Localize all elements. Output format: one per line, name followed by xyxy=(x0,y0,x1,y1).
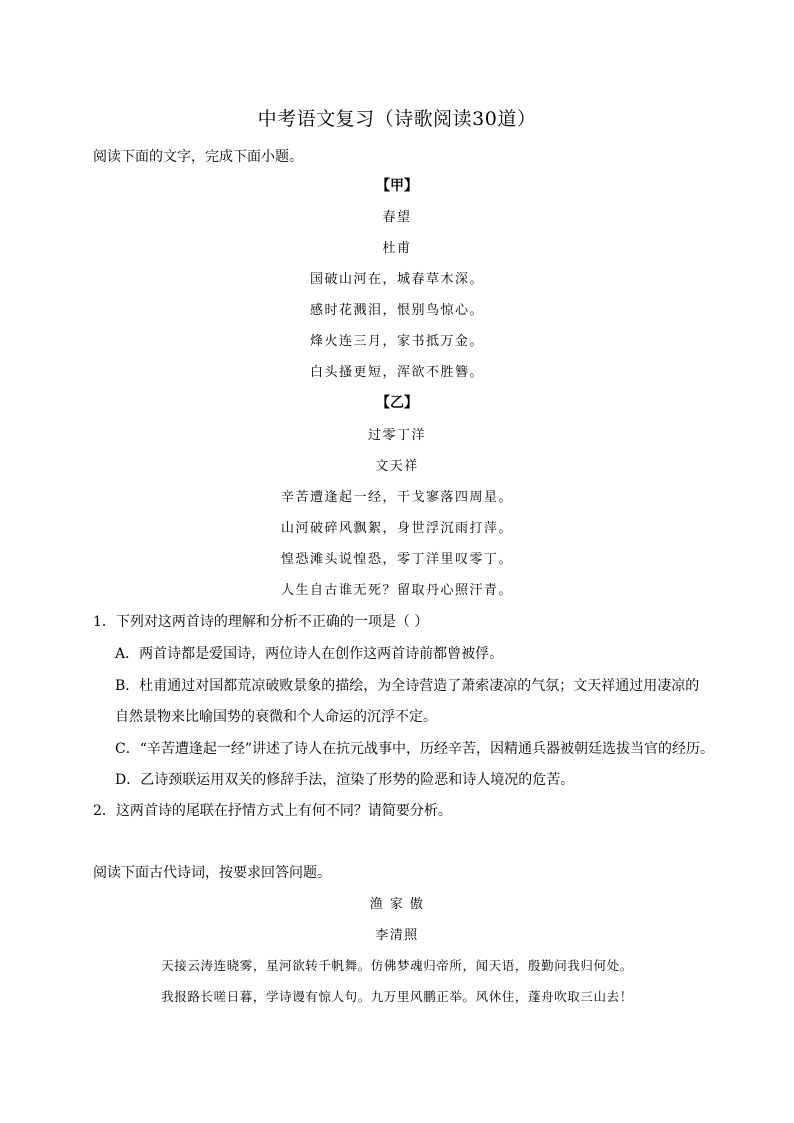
poem-a-line-4: 白头搔更短，浑欲不胜簪。 xyxy=(309,365,484,380)
poem-c-title: 渔 家 傲 xyxy=(369,897,425,912)
poem-b-line-3: 惶恐滩头说惶恐，零丁洋里叹零丁。 xyxy=(280,552,513,567)
option-d: D．乙诗颈联运用双关的修辞手法，渲染了形势的险恶和诗人境况的危苦。 xyxy=(115,772,575,788)
poem-b-line-1: 辛苦遭逢起一经，干戈寥落四周星。 xyxy=(280,490,513,505)
poem-b-title: 过零丁洋 xyxy=(367,428,426,443)
instruction-2: 阅读下面古代诗词，按要求回答问题。 xyxy=(93,865,331,881)
question-1-stem: 1．下列对这两首诗的理解和分析不正确的一项是（ ） xyxy=(93,614,429,630)
poem-c-author: 李清照 xyxy=(375,928,419,943)
poem-b-line-4: 人生自古谁无死？留取丹心照汗青。 xyxy=(280,583,513,598)
poem-a-author: 杜甫 xyxy=(382,241,412,256)
poem-a-line-1: 国破山河在，城春草木深。 xyxy=(309,272,484,287)
option-b-line-2: 自然景物来比喻国势的衰微和个人命运的沉浮不定。 xyxy=(115,709,437,725)
poem-c-line-1: 天接云涛连晓雾，星河欲转千帆舞。仿佛梦魂归帝所，闻天语，殷勤问我归何处。 xyxy=(161,958,633,973)
option-a: A．两首诗都是爱国诗，两位诗人在创作这两首诗前都曾被俘。 xyxy=(115,646,504,662)
poem-a-label: 【甲】 xyxy=(376,178,418,194)
poem-a-line-2: 感时花溅泪，恨别鸟惊心。 xyxy=(309,303,484,318)
poem-b-line-2: 山河破碎风飘絮，身世浮沉雨打萍。 xyxy=(280,521,513,536)
poem-a-line-3: 烽火连三月，家书抵万金。 xyxy=(309,334,484,349)
poem-a-title: 春望 xyxy=(382,210,412,225)
poem-b-label: 【乙】 xyxy=(376,395,418,411)
question-2-stem: 2．这两首诗的尾联在抒情方式上有何不同？请简要分析。 xyxy=(93,803,452,819)
option-c: C．“辛苦遭逢起一经”讲述了诗人在抗元战事中，历经辛苦，因精通兵器被朝廷选拔当官的经历。 xyxy=(115,741,715,757)
page-title: 中考语文复习（诗歌阅读30道） xyxy=(257,108,537,130)
instruction-1: 阅读下面的文字，完成下面小题。 xyxy=(93,149,303,165)
option-b-line-1: B．杜甫通过对国都荒凉破败景象的描绘，为全诗营造了萧索凄凉的气氛；文天祥通过用凄凉的 xyxy=(115,678,700,694)
poem-c-line-2: 我报路长嗟日暮，学诗谩有惊人句。九万里风鹏正举。风休住，蓬舟吹取三山去！ xyxy=(161,989,633,1004)
poem-b-author: 文天祥 xyxy=(375,459,419,474)
